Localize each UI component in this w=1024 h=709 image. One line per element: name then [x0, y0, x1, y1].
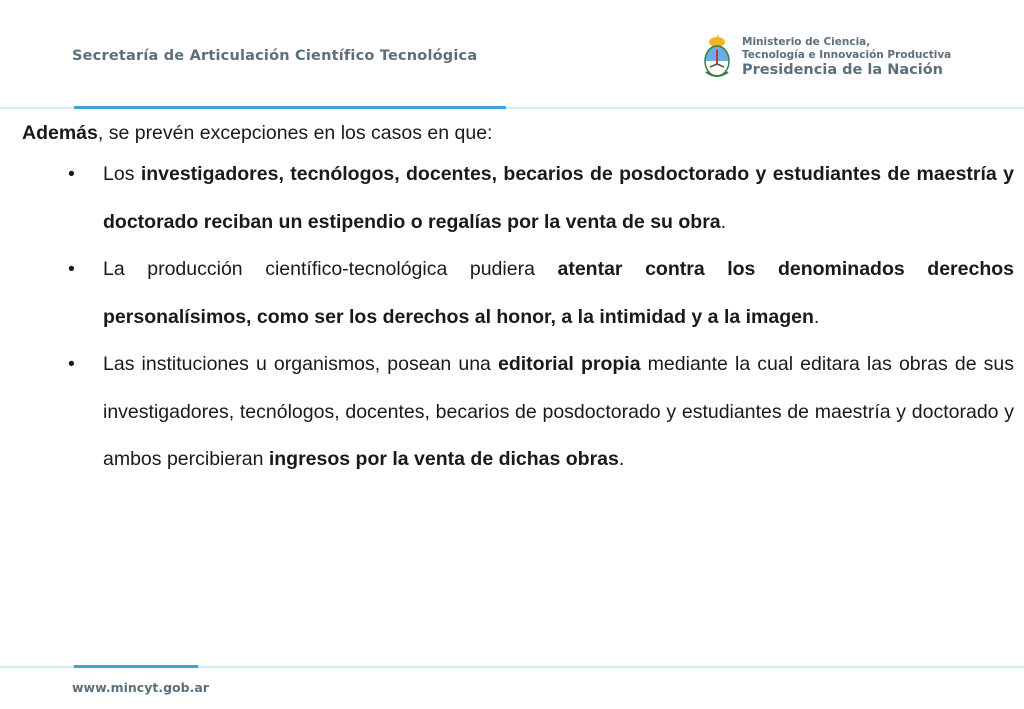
slide-content	[22, 115, 1014, 484]
item-text: Las instituciones u organismos, posean una	[103, 353, 498, 375]
intro-paragraph	[22, 115, 1014, 151]
bottom-divider-accent	[74, 665, 198, 668]
logo-line-technology: Tecnología e Innovación Productiva	[742, 49, 952, 61]
item-text: .	[813, 305, 820, 328]
top-divider-accent	[74, 106, 506, 109]
logo-text	[742, 36, 951, 79]
item-text: mediante la cual editara las obras de sus investigadores, tecnólogos, docentes, becarios de posdoctorado y estudiantes de maestría y doctorado y ambos percibieran	[103, 353, 1015, 470]
logo-line-presidency: Presidencia de la Nación	[742, 62, 943, 78]
item-text: .	[720, 210, 727, 233]
list-item	[22, 151, 1014, 246]
footer-url[interactable]: www.mincyt.gob.ar	[72, 680, 209, 695]
item-text: La producción científico-tecnológica pudiera	[103, 258, 558, 280]
list-item	[22, 341, 1014, 484]
argentina-coat-of-arms-icon	[702, 34, 732, 80]
bullet-icon: •	[68, 163, 75, 185]
intro-bold: Además	[22, 122, 98, 144]
ministry-logo	[702, 34, 962, 84]
item-bold-text: ingresos por la venta de dichas obras	[268, 448, 619, 470]
logo-line-ministry: Ministerio de Ciencia,	[742, 36, 871, 48]
item-bold-text: atentar contra los denominados derechos personalísimos, como ser los derechos al honor, a la intimidad y a la imagen	[103, 258, 1014, 328]
list-item	[22, 246, 1014, 341]
header-title: Secretaría de Articulación Científico Tecnológica	[72, 48, 478, 64]
item-bold-text: investigadores, tecnólogos, docentes, becarios de posdoctorado y estudiantes de maestría y doctorado reciban un estipendio o regalías por la venta de su obra	[103, 163, 1014, 233]
item-text: Los	[103, 163, 141, 185]
bullet-icon: •	[68, 353, 75, 375]
bullet-icon: •	[68, 258, 75, 280]
item-text: .	[618, 448, 625, 470]
exceptions-list	[22, 151, 1014, 484]
intro-text: , se prevén excepciones en los casos en que:	[97, 122, 493, 144]
item-bold-text: editorial propia	[498, 353, 641, 375]
